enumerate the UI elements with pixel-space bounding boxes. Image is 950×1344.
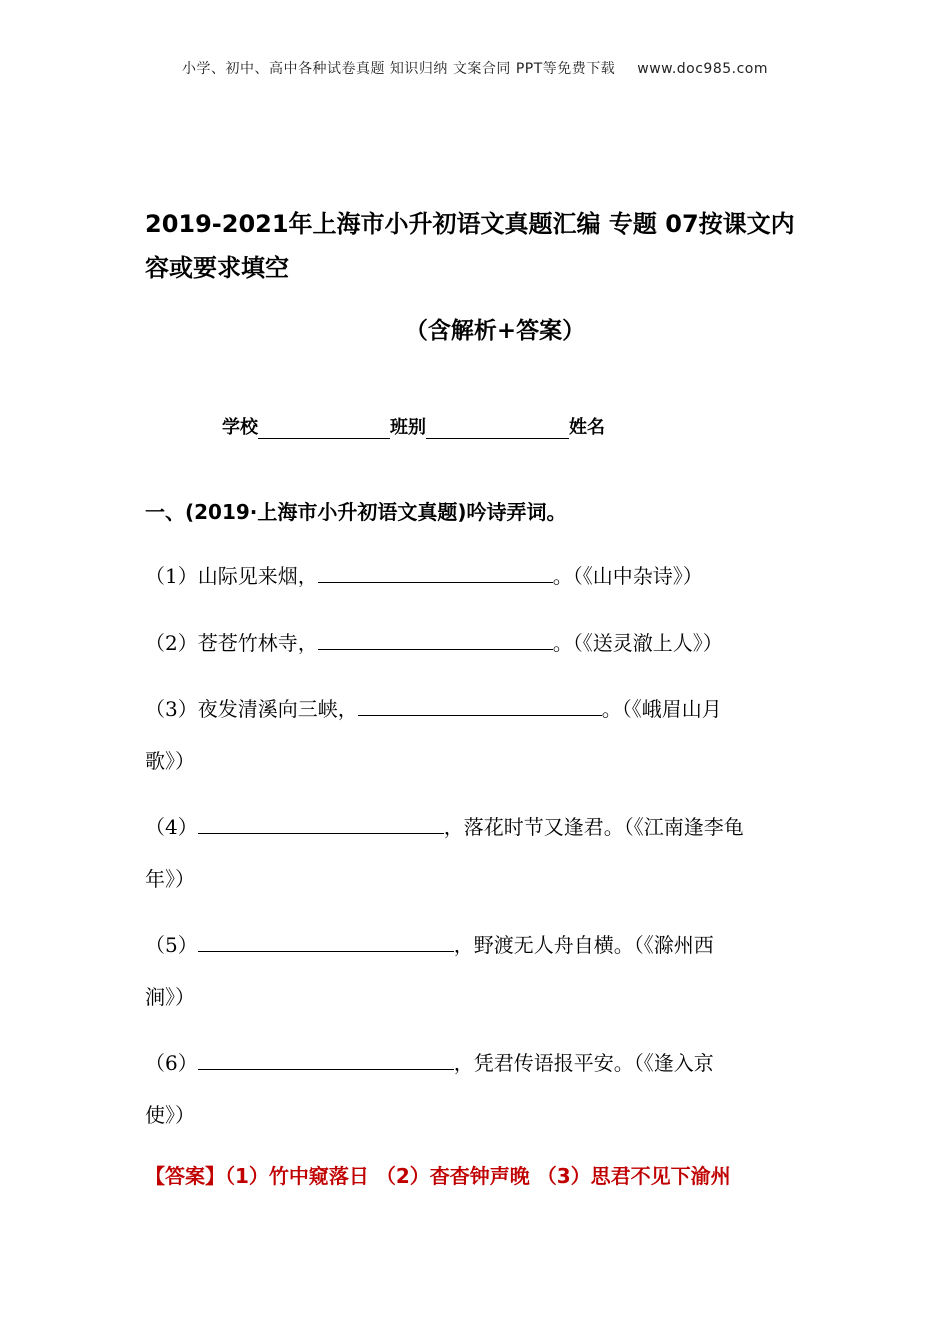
answer-blank[interactable] xyxy=(358,693,602,716)
item-number: （5） xyxy=(145,933,198,957)
document-subtitle: （含解析+答案） xyxy=(404,318,586,344)
item-text-wrap: 涧》） xyxy=(145,985,195,1009)
question-item xyxy=(145,617,810,669)
item-number: （6） xyxy=(145,1051,198,1075)
answer-blank[interactable] xyxy=(318,560,553,583)
title-line-2: 容或要求填空 xyxy=(145,254,289,282)
answer-blank[interactable] xyxy=(318,627,553,650)
header-site-link[interactable]: www.doc985.com xyxy=(637,61,769,77)
item-number: （4） xyxy=(145,815,198,839)
question-item xyxy=(145,1037,810,1141)
item-text-after: ，野渡无人舟自横。（《滁州西 xyxy=(453,933,714,957)
title-line-1: 2019-2021年上海市小升初语文真题汇编 专题 07按课文内 xyxy=(145,210,795,238)
answer-blank[interactable] xyxy=(198,1047,454,1070)
answer-text: （1）竹中窥落日 （2）杳杳钟声晚 （3）思君不见下渝州 xyxy=(225,1164,731,1188)
item-text-after: ，落花时节又逢君。（《江南逢李龟 xyxy=(443,815,744,839)
question-item xyxy=(145,919,810,1023)
answer-blank[interactable] xyxy=(198,929,454,952)
student-info-fields xyxy=(222,413,605,439)
question-item xyxy=(145,683,810,787)
item-text-after: 。（《峨眉山月 xyxy=(601,697,722,721)
question-item xyxy=(145,550,810,602)
item-text-after: 。（《山中杂诗》） xyxy=(552,564,703,588)
item-text-after: 。（《送灵澈上人》） xyxy=(552,631,723,655)
answer-label: 【答案】 xyxy=(145,1164,225,1188)
item-text-wrap: 歌》） xyxy=(145,749,195,773)
answer-blank[interactable] xyxy=(198,811,444,834)
item-text-before: 山际见来烟， xyxy=(197,564,318,588)
item-text-after: ，凭君传语报平安。（《逢入京 xyxy=(453,1051,714,1075)
header-text: 小学、初中、高中各种试卷真题 知识归纳 文案合同 PPT等免费下载 xyxy=(181,61,616,77)
question-item xyxy=(145,801,810,905)
school-label: 学校 xyxy=(222,417,258,438)
class-label: 班别 xyxy=(390,417,426,438)
school-blank[interactable] xyxy=(258,420,390,439)
item-text-wrap: 年》） xyxy=(145,867,195,891)
item-text-before: 夜发清溪向三峡， xyxy=(197,697,358,721)
question-heading: 一、(2019·上海市小升初语文真题)吟诗弄词。 xyxy=(145,500,567,524)
name-label: 姓名 xyxy=(569,417,605,438)
item-text-before: 苍苍竹林寺， xyxy=(197,631,318,655)
item-number: （2） xyxy=(145,631,198,655)
class-blank[interactable] xyxy=(426,420,569,439)
page-header xyxy=(0,58,950,78)
answer-section xyxy=(145,1160,825,1189)
item-text-wrap: 使》） xyxy=(145,1103,195,1127)
document-title xyxy=(145,202,810,290)
item-number: （3） xyxy=(145,697,198,721)
item-number: （1） xyxy=(145,564,198,588)
